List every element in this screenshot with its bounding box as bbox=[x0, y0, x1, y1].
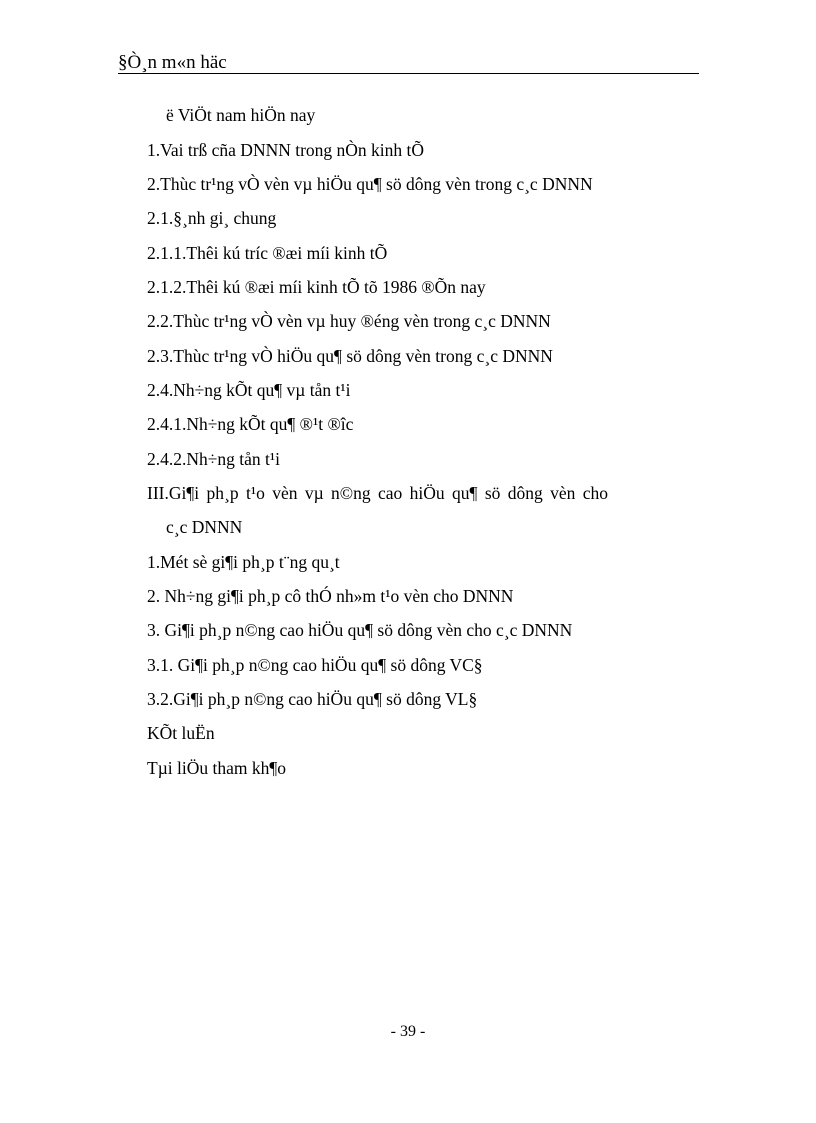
toc-line: 2.2.Thùc tr¹ng vÒ vèn vµ huy ®éng vèn trong c¸c DNNN bbox=[147, 311, 551, 331]
toc-line: 1.Vai trß cña DNNN trong nÒn kinh tÕ bbox=[147, 140, 425, 160]
toc-line: 2. Nh÷ng gi¶i ph¸p cô thÓ nh»m t¹o vèn cho DNNN bbox=[147, 586, 514, 606]
page-header bbox=[118, 52, 699, 74]
toc-line: 3. Gi¶i ph¸p n©ng cao hiÖu qu¶ sö dông vèn cho c¸c DNNN bbox=[147, 620, 573, 640]
toc-line: 2.1.§¸nh gi¸ chung bbox=[147, 208, 277, 228]
toc-line: III.Gi¶i ph¸p t¹o vèn vµ n©ng cao hiÖu qu¶ sö dông vèn cho bbox=[147, 483, 609, 503]
toc-line: 2.4.2.Nh÷ng tån t¹i bbox=[147, 449, 280, 469]
toc-line: 3.2.Gi¶i ph¸p n©ng cao hiÖu qu¶ sö dông VL§ bbox=[147, 689, 478, 709]
toc-line: 2.3.Thùc tr¹ng vÒ hiÖu qu¶ sö dông vèn trong c¸c DNNN bbox=[147, 346, 553, 366]
toc-line: KÕt luËn bbox=[147, 723, 215, 743]
toc-line: 2.4.1.Nh÷ng kÕt qu¶ ®¹t ®îc bbox=[147, 414, 354, 434]
toc-line: 2.Thùc tr¹ng vÒ vèn vµ hiÖu qu¶ sö dông vèn trong c¸c DNNN bbox=[147, 174, 593, 194]
page-number: - 39 - bbox=[390, 1023, 426, 1040]
header-title: §Ò¸n m«n häc bbox=[118, 52, 227, 73]
toc-line: 2.1.1.Thêi kú tríc ®æi míi kinh tÕ bbox=[147, 243, 388, 263]
toc-line: 1.Mét sè gi¶i ph¸p t¨ng qu¸t bbox=[147, 552, 340, 572]
toc-line: c¸c DNNN bbox=[166, 517, 243, 537]
toc-line: Tµi liÖu tham kh¶o bbox=[147, 758, 287, 778]
toc-line: 2.1.2.Thêi kú ®æi míi kinh tÕ tõ 1986 ®Õn nay bbox=[147, 277, 486, 297]
toc-line: ë ViÖt nam hiÖn nay bbox=[166, 105, 316, 125]
toc-line: 2.4.Nh÷ng kÕt qu¶ vµ tån t¹i bbox=[147, 380, 351, 400]
toc-line: 3.1. Gi¶i ph¸p n©ng cao hiÖu qu¶ sö dông VC§ bbox=[147, 655, 483, 675]
